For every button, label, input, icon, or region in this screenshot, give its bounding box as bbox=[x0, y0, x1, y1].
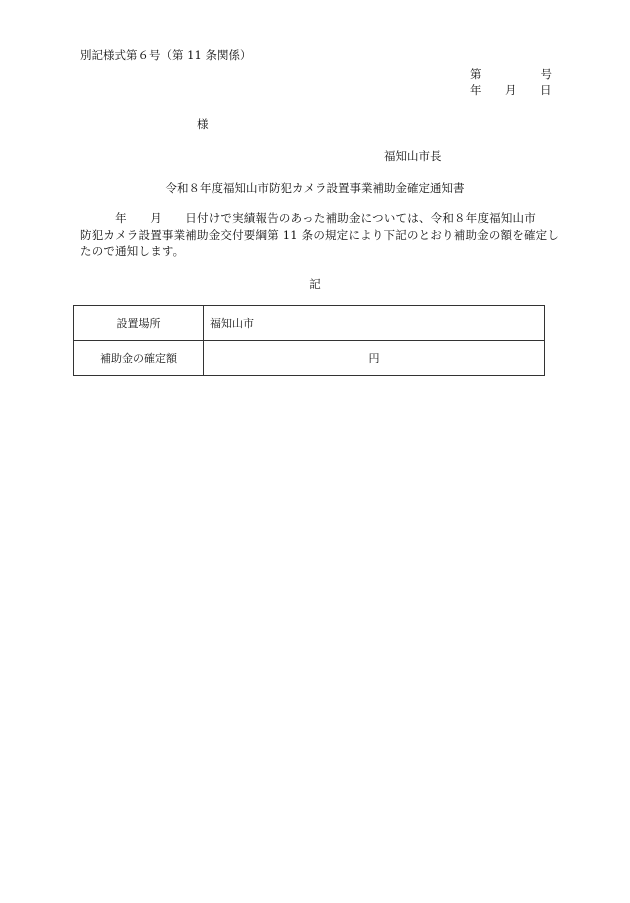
table-label: 補助金の確定額 bbox=[74, 341, 204, 376]
number-prefix: 第 bbox=[470, 67, 482, 81]
table-value: 円 bbox=[204, 341, 545, 376]
table-row bbox=[74, 341, 545, 376]
body-line: 年 月 日付けで実績報告のあった補助金については、令和８年度福知山市 bbox=[80, 211, 536, 225]
ki-heading: 記 bbox=[309, 277, 321, 291]
sender: 福知山市長 bbox=[384, 149, 442, 163]
details-table bbox=[73, 305, 545, 376]
date-month: 月 bbox=[505, 83, 517, 97]
form-number: 別記様式第６号（第 11 条関係） bbox=[80, 48, 252, 62]
recipient: 様 bbox=[197, 117, 209, 131]
number-suffix: 号 bbox=[540, 67, 552, 81]
date-year: 年 bbox=[470, 83, 482, 97]
body-line: たので通知します。 bbox=[80, 244, 185, 258]
table-label: 設置場所 bbox=[74, 306, 204, 341]
body-paragraph bbox=[80, 210, 560, 260]
table-value: 福知山市 bbox=[204, 306, 545, 341]
date-day: 日 bbox=[540, 83, 552, 97]
table-row bbox=[74, 306, 545, 341]
body-line: 防犯カメラ設置事業補助金交付要綱第 11 条の規定により下記のとおり補助金の額を確定し bbox=[80, 227, 560, 242]
document-title: 令和８年度福知山市防犯カメラ設置事業補助金確定通知書 bbox=[165, 181, 465, 195]
